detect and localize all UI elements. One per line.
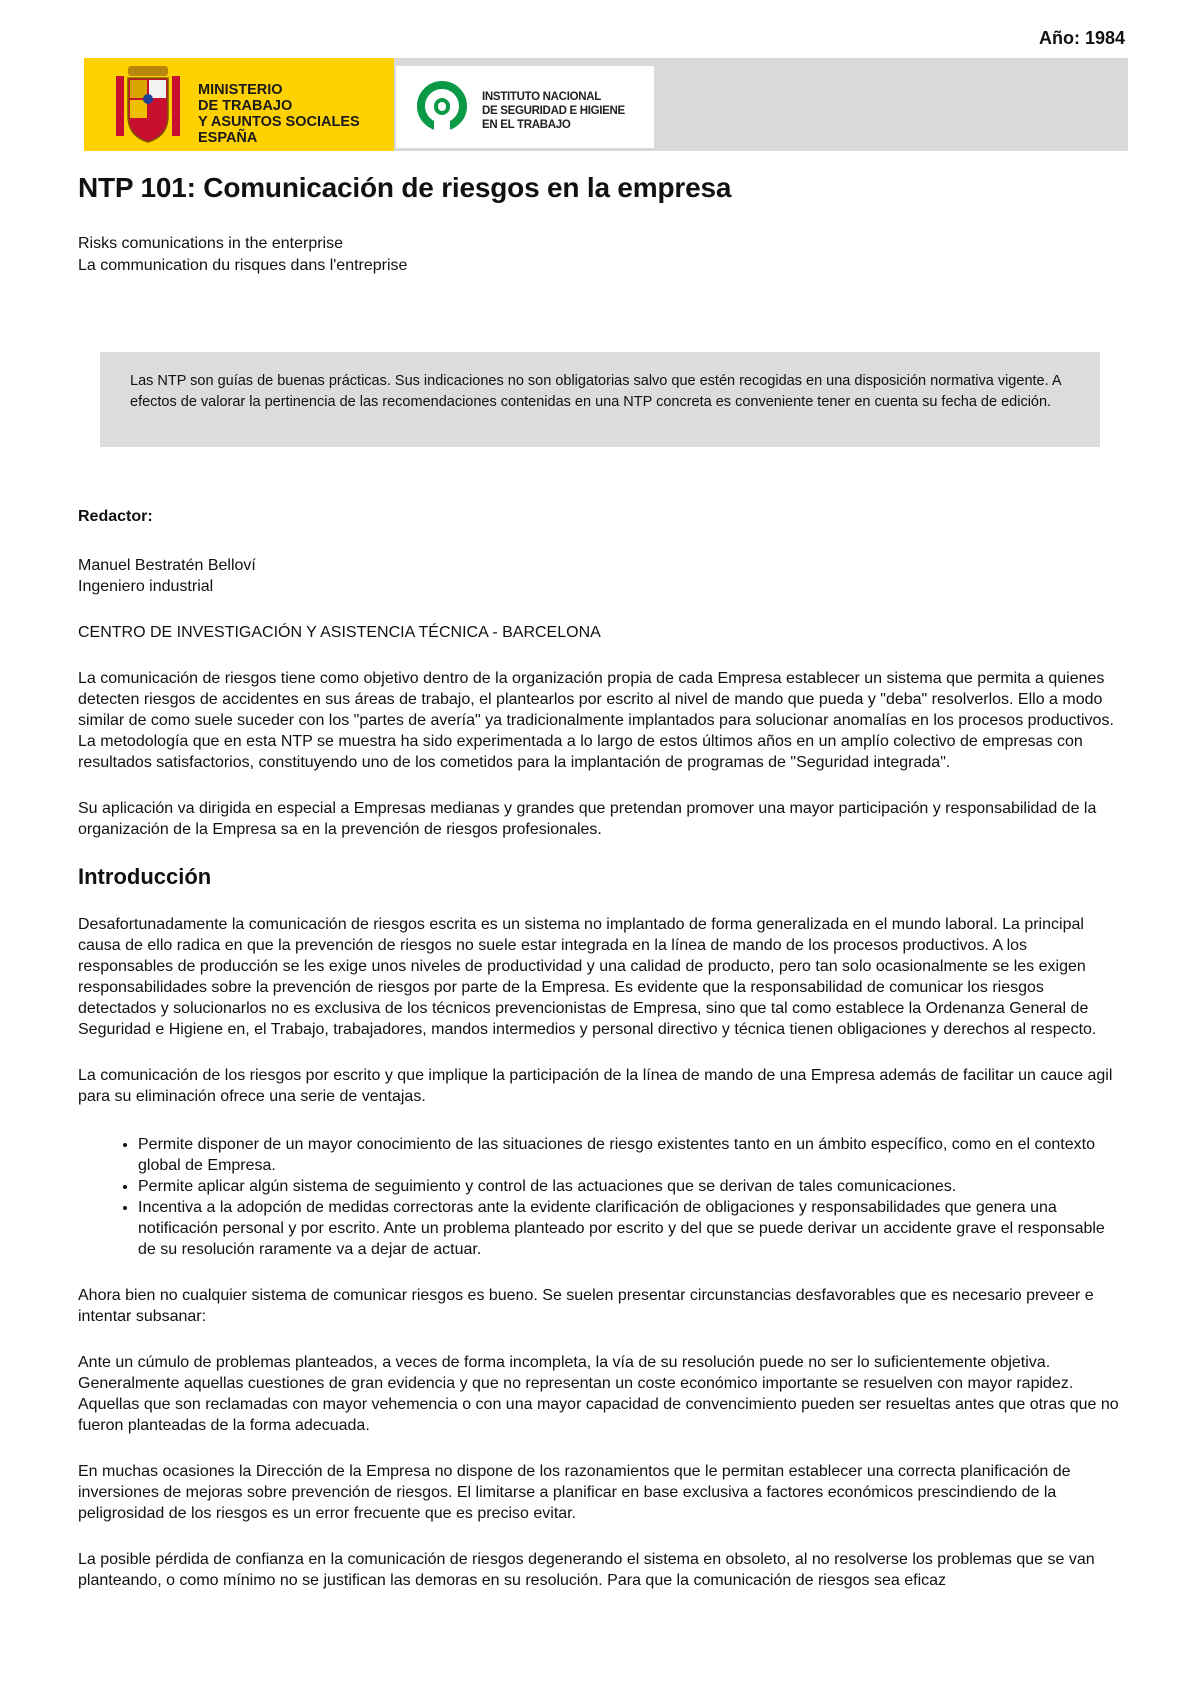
ministry-name: MINISTERIO DE TRABAJO Y ASUNTOS SOCIALES ESPAÑA <box>198 82 360 146</box>
institute-emblem-icon <box>416 80 468 132</box>
section-heading: Introducción <box>78 864 212 889</box>
institute-logo <box>396 66 654 148</box>
body-paragraph: Ahora bien no cualquier sistema de comunicar riesgos es bueno. Se suelen presentar circunstancias desfavorables que es necesario preveer e intentar subsanar: <box>78 1287 1094 1325</box>
list-item: • Permite aplicar algún sistema de seguimiento y control de las actuaciones que se derivan de tales comunicaciones. <box>138 1176 1126 1197</box>
author-label: Redactor: <box>78 508 153 525</box>
advantages-list <box>78 1134 1126 1260</box>
body-paragraph: La comunicación de los riesgos por escrito y que implique la participación de la línea de mando de una Empresa además de facilitar un cauce agil para su eliminación ofrece una serie de ventajas. <box>78 1067 1113 1105</box>
header-banner <box>84 58 1128 151</box>
ministry-logo <box>84 58 394 151</box>
alternate-titles <box>78 233 407 277</box>
author-name: Manuel Bestratén Belloví <box>78 557 256 574</box>
french-title: La communication du risques dans l'entreprise <box>78 257 408 274</box>
page-title: NTP 101: Comunicación de riesgos en la empresa <box>78 172 732 203</box>
list-item: • Incentiva a la adopción de medidas correctoras ante la evidente clarificación de obligaciones y responsabilidades que genera una notificación personal y por escrito. Ante un problema planteado por escrito y del que se puede derivar un accidente grave el responsable de su resolución raramente va a dejar de actuar. <box>138 1197 1126 1260</box>
intro-paragraph: Su aplicación va dirigida en especial a Empresas medianas y grandes que pretendan promover una mayor participación y responsabilidad de la organización de la Empresa sa en la prevención de riesgos profesionales. <box>78 800 1097 838</box>
notice-text: Las NTP son guías de buenas prácticas. Sus indicaciones no son obligatorias salvo que estén recogidas en una disposición normativa vigente. A efectos de valorar la pertinencia de las recomendaciones contenidas en una NTP concreta es conveniente tener en cuenta su fecha de edición. <box>130 373 1061 410</box>
body-paragraph: Desafortunadamente la comunicación de riesgos escrita es un sistema no implantado de forma generalizada en el mundo laboral. La principal causa de ello radica en que la prevención de riesgos no suele estar integrada en la línea de mando de los procesos productivos. A los responsables de producción se les exige unos niveles de productividad y una calidad de producto, pero tan solo ocasionalmente se les exigen responsabilidades sobre la prevención de riesgos por parte de la Empresa. Es evidente que la responsabilidad de comunicar los riesgos detectados y solucionarlos no es exclusiva de los técnicos prevencionistas de Empresa, sino que tal como establece la Ordenanza General de Seguridad e Higiene en, el Trabajo, trabajadores, mandos intermedios y personal directivo y técnica tienen obligaciones y derechos al respecto. <box>78 916 1097 1038</box>
author-role: Ingeniero industrial <box>78 578 214 595</box>
document-year: Año: 1984 <box>1038 28 1125 48</box>
institute-name: INSTITUTO NACIONAL DE SEGURIDAD E HIGIENE EN EL TRABAJO <box>482 91 625 131</box>
coat-of-arms-icon <box>114 66 182 143</box>
body-paragraph: Ante un cúmulo de problemas planteados, a veces de forma incompleta, la vía de su resolución puede no ser lo suficientemente objetiva. Generalmente aquellas cuestiones de gran evidencia y que no representan un coste económico importante se resuelven con mayor rapidez. Aquellas que son reclamadas con mayor vehemencia o con una mayor capacidad de convencimiento pueden ser resueltas antes que otras que no fueron planteadas de la forma adecuada. <box>78 1354 1119 1434</box>
intro-paragraph: La comunicación de riesgos tiene como objetivo dentro de la organización propia de cada Empresa establecer un sistema que permita a quienes detecten riesgos de accidentes en sus áreas de trabajo, el plantearlos por escrito al nivel de mando que pueda y "deba" resolverlos. Ello a modo similar de como suele suceder con los "partes de avería" ya tradicionalmente implantados para solucionar anomalías en los procesos productivos. La metodología que en esta NTP se muestra ha sido experimentada a lo largo de estos últimos años en un amplío colectivo de empresas con resultados satisfactorios, constituyendo uno de los cometidos para la implantación de programas de "Seguridad integrada". <box>78 670 1114 771</box>
author-center: CENTRO DE INVESTIGACIÓN Y ASISTENCIA TÉCNICA - BARCELONA <box>78 624 601 641</box>
document-body <box>78 506 1126 1591</box>
english-title: Risks comunications in the enterprise <box>78 235 344 252</box>
notice-box <box>100 352 1100 447</box>
list-item: • Permite disponer de un mayor conocimiento de las situaciones de riesgo existentes tanto en un ámbito específico, como en el contexto global de Empresa. <box>138 1134 1126 1176</box>
body-paragraph: En muchas ocasiones la Dirección de la Empresa no dispone de los razonamientos que le permitan establecer una correcta planificación de inversiones de mejoras sobre prevención de riesgos. El limitarse a planificar en base exclusiva a factores económicos prescindiendo de la peligrosidad de los riesgos es un error frecuente que es preciso evitar. <box>78 1463 1071 1522</box>
body-paragraph: La posible pérdida de confianza en la comunicación de riesgos degenerando el sistema en obsoleto, al no resolverse los problemas que se van planteando, o como mínimo no se justifican las demoras en su resolución. Para que la comunicación de riesgos sea eficaz <box>78 1551 1095 1589</box>
